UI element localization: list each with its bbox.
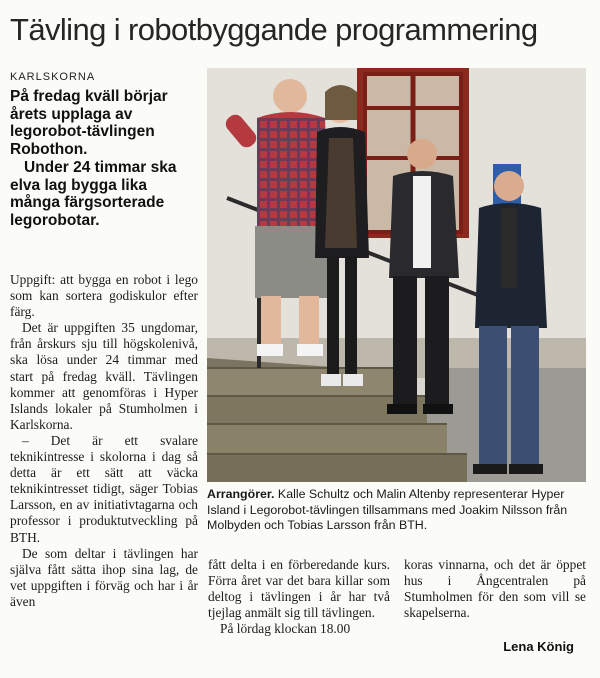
body-paragraph: På lördag klockan 18.00 (220, 621, 351, 637)
lead-sentence-1: På fredag kväll börjar årets upplaga av legorobot-tävlingen Robothon. (10, 88, 168, 158)
body-paragraph: koras vinnarna, och det är öppet hus i Ångcentralen på Stumholmen för den som vill se skapelserna. (404, 557, 586, 621)
caption-text: Kalle Schultz och Malin Altenby representerar Hyper Island i Legorobot-tävlingen tillsammans med Joakim Nilsson från Molbyden och Tobias Larsson från BTH. (207, 487, 568, 533)
caption-label: Arrangörer. (207, 487, 275, 501)
photo-illustration (207, 68, 586, 482)
lead-sentence-2: Under 24 timmar ska elva lag bygga lika många färgsorterade legorobotar. (10, 159, 177, 229)
body-column-2 (208, 557, 390, 637)
body-column-3 (404, 557, 586, 621)
body-column-1 (10, 272, 198, 610)
byline: Lena König (503, 639, 574, 654)
body-paragraph: – Det är ett svalare teknikintresse i skolorna i dag så detta är ett sätt att väcka teknikintresset tidigt, säger Tobias Larsson, en av initiativtagarna och professor i produktutveckling på BTH. (10, 432, 198, 545)
body-paragraph: Uppgift: att bygga en robot i lego som kan sortera godiskulor efter färg. (10, 272, 198, 320)
photo-caption (207, 487, 587, 534)
body-paragraph: De som deltar i tävlingen har själva fått sätta ihop sina lag, de vet uppgiften i förväg och har i år även (10, 545, 198, 609)
body-paragraph: Det är uppgiften 35 ungdomar, från årskurs sju till högskolenivå, ska lösa under 24 timmar med start på fredag kväll. Tävlingen kommer att genomföras i Hyper Islands lokaler på Stumholmen i Karlskorna. (10, 320, 198, 432)
body-paragraph: fått delta i en förberedande kurs. Förra året var det bara killar som deltog i tävlingen i år har två tjejlag anmält sig till tävlingen. (208, 557, 390, 621)
headline: Tävling i robotbyggande programmering (10, 12, 538, 47)
lead-paragraph (10, 88, 200, 229)
article-photo (207, 68, 586, 482)
dateline-kicker: KARLSKORNA (10, 71, 96, 83)
